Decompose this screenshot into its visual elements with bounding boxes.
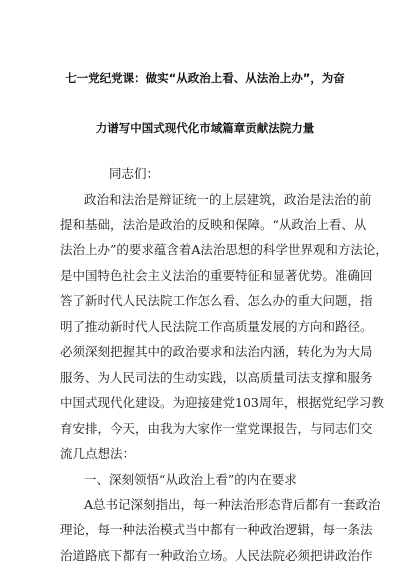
paragraph-line: 治道路底下都有一种政治立场。人民法院必须把讲政治作 [60, 548, 373, 563]
paragraph-line: 法治上办”的要求蕴含着A法治思想的科学世界观和方法论， [60, 242, 388, 257]
paragraph-line: 育安排，今天，由我为大家作一堂党课报告，与同志们交 [60, 421, 373, 436]
paragraph-line: 提和基础，法治是政治的反映和保障。“从政治上看、从 [60, 217, 367, 232]
paragraph-line: 理论，每一种法治模式当中都有一种政治逻辑，每一条法 [60, 522, 373, 537]
paragraph-line: 答了新时代人民法院工作怎么看、怎么办的重大问题，指 [60, 293, 373, 308]
document-title-line-2: 力谱写中国式现代化市域篇章贡献法院力量 [95, 121, 315, 135]
paragraph-line: 服务、为人民司法的生动实践，以高质量司法支撑和服务 [60, 370, 373, 385]
paragraph-line: 流几点想法： [60, 446, 136, 461]
paragraph-line: 政治和法治是辩证统一的上层建筑，政治是法治的前 [84, 192, 372, 207]
paragraph-line: 是中国特色社会主义法治的重要特征和显著优势。准确回 [60, 268, 373, 283]
document-title-line-1: 七一党纪党课：做实“从政治上看、从法治上办”，为奋 [65, 71, 345, 85]
paragraph-line: 明了推动新时代人民法院工作高质量发展的方向和路径。 [60, 319, 373, 334]
paragraph-line: A总书记深刻指出，每一种法治形态背后都有一套政治 [84, 497, 381, 512]
greeting: 同志们： [109, 166, 160, 181]
section-heading: 一、深刻领悟“从政治上看”的内在要求 [84, 472, 297, 487]
paragraph-line: 必须深刻把握其中的政治要求和法治内涵，转化为为大局 [60, 344, 373, 359]
paragraph-line: 中国式现代化建设。为迎接建党103周年，根据党纪学习教 [60, 395, 384, 410]
